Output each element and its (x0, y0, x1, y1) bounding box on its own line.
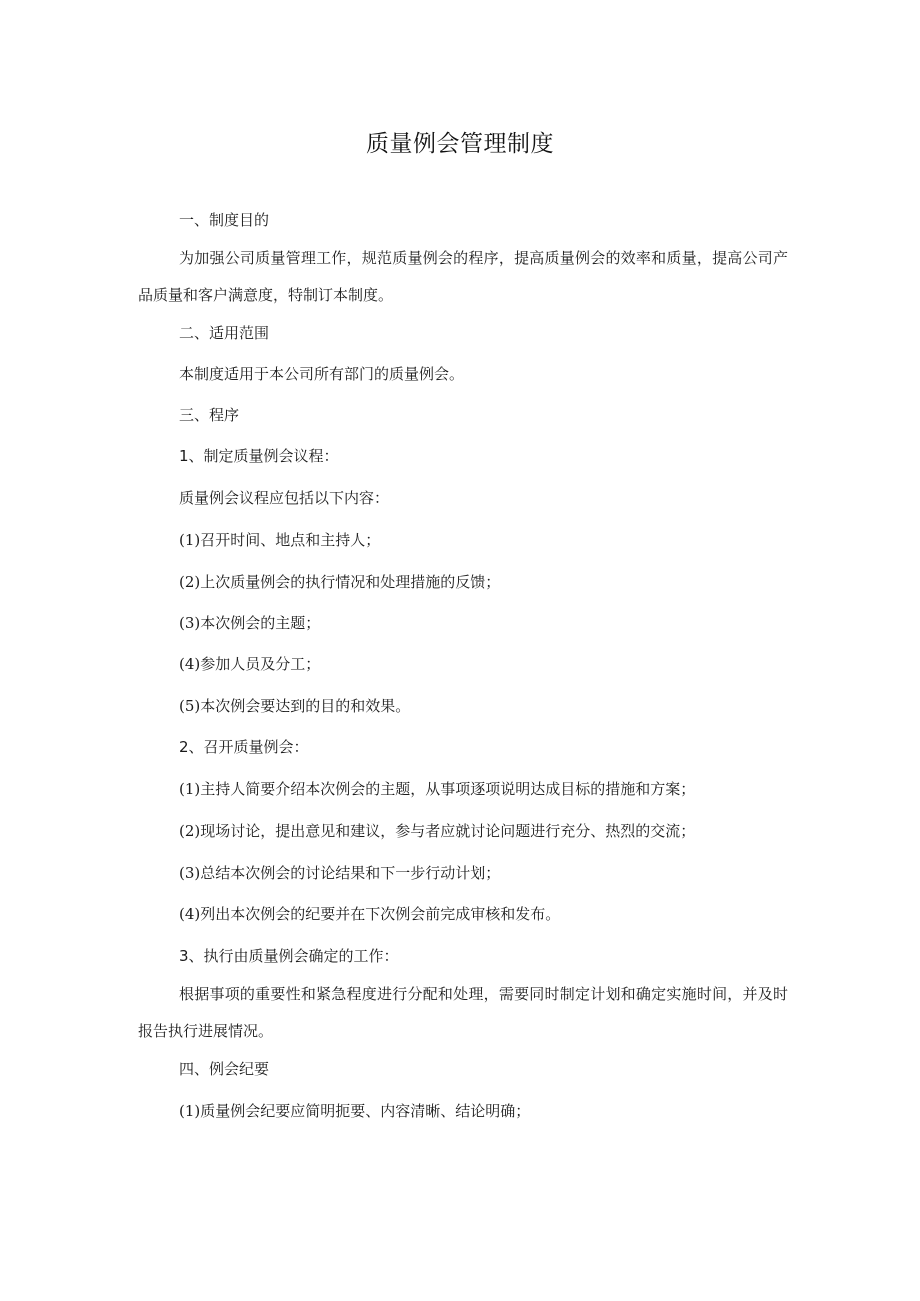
list-item (179, 570, 500, 594)
list-item-number: (1) (179, 1102, 201, 1120)
section-heading-purpose: 一、制度目的 (179, 211, 270, 229)
list-item-number: (2) (179, 822, 201, 840)
list-item-text: 本次例会的主题； (200, 614, 321, 632)
list-item-number: (3) (179, 614, 201, 632)
list-item-number: (4) (179, 655, 201, 673)
list-item-text: 召开时间、地点和主持人； (200, 531, 381, 549)
procedure-step-2-heading: 2、召开质量例会： (179, 738, 309, 756)
list-item (179, 611, 320, 635)
list-item (179, 819, 695, 843)
list-item-text: 主持人简要介绍本次例会的主题，从事项逐项说明达成目标的措施和方案； (200, 780, 696, 798)
procedure-step-3-heading: 3、执行由质量例会确定的工作： (179, 947, 399, 965)
list-item-number: (1) (179, 531, 201, 549)
list-item-number: (2) (179, 573, 201, 591)
list-item-text: 上次质量例会的执行情况和处理措施的反馈； (200, 573, 501, 591)
list-item-number: (4) (179, 905, 201, 923)
list-item-number: (3) (179, 864, 201, 882)
list-item-text: 质量例会纪要应简明扼要、内容清晰、结论明确； (200, 1102, 531, 1120)
procedure-step-1-intro: 质量例会议程应包括以下内容： (179, 489, 390, 507)
list-item (179, 777, 695, 801)
list-item-text: 本次例会要达到的目的和效果。 (200, 697, 411, 715)
list-item-text: 总结本次例会的讨论结果和下一步行动计划； (200, 864, 501, 882)
list-item-text: 参加人员及分工； (200, 655, 321, 673)
list-item (179, 902, 560, 926)
list-item-number: (5) (179, 697, 201, 715)
list-item (179, 528, 380, 552)
list-item-number: (1) (179, 780, 201, 798)
paragraph-step-3: 根据事项的重要性和紧急程度进行分配和处理，需要同时制定计划和确定实施时间，并及时报告执行进展情况。 (138, 985, 788, 1040)
list-item (179, 652, 320, 676)
document-title: 质量例会管理制度 (366, 131, 554, 157)
section-heading-scope: 二、适用范围 (179, 324, 270, 342)
list-item (179, 861, 500, 885)
section-heading-procedure: 三、程序 (179, 406, 240, 424)
list-item (179, 1099, 530, 1123)
paragraph-scope: 本制度适用于本公司所有部门的质量例会。 (179, 365, 465, 383)
section-heading-minutes: 四、例会纪要 (179, 1060, 270, 1078)
list-item (179, 694, 410, 718)
list-item-text: 列出本次例会的纪要并在下次例会前完成审核和发布。 (200, 905, 561, 923)
paragraph-purpose: 为加强公司质量管理工作，规范质量例会的程序，提高质量例会的效率和质量，提高公司产品质量和客户满意度，特制订本制度。 (138, 249, 788, 304)
list-item-text: 现场讨论，提出意见和建议，参与者应就讨论问题进行充分、热烈的交流； (200, 822, 696, 840)
procedure-step-1-heading: 1、制定质量例会议程： (179, 447, 339, 465)
